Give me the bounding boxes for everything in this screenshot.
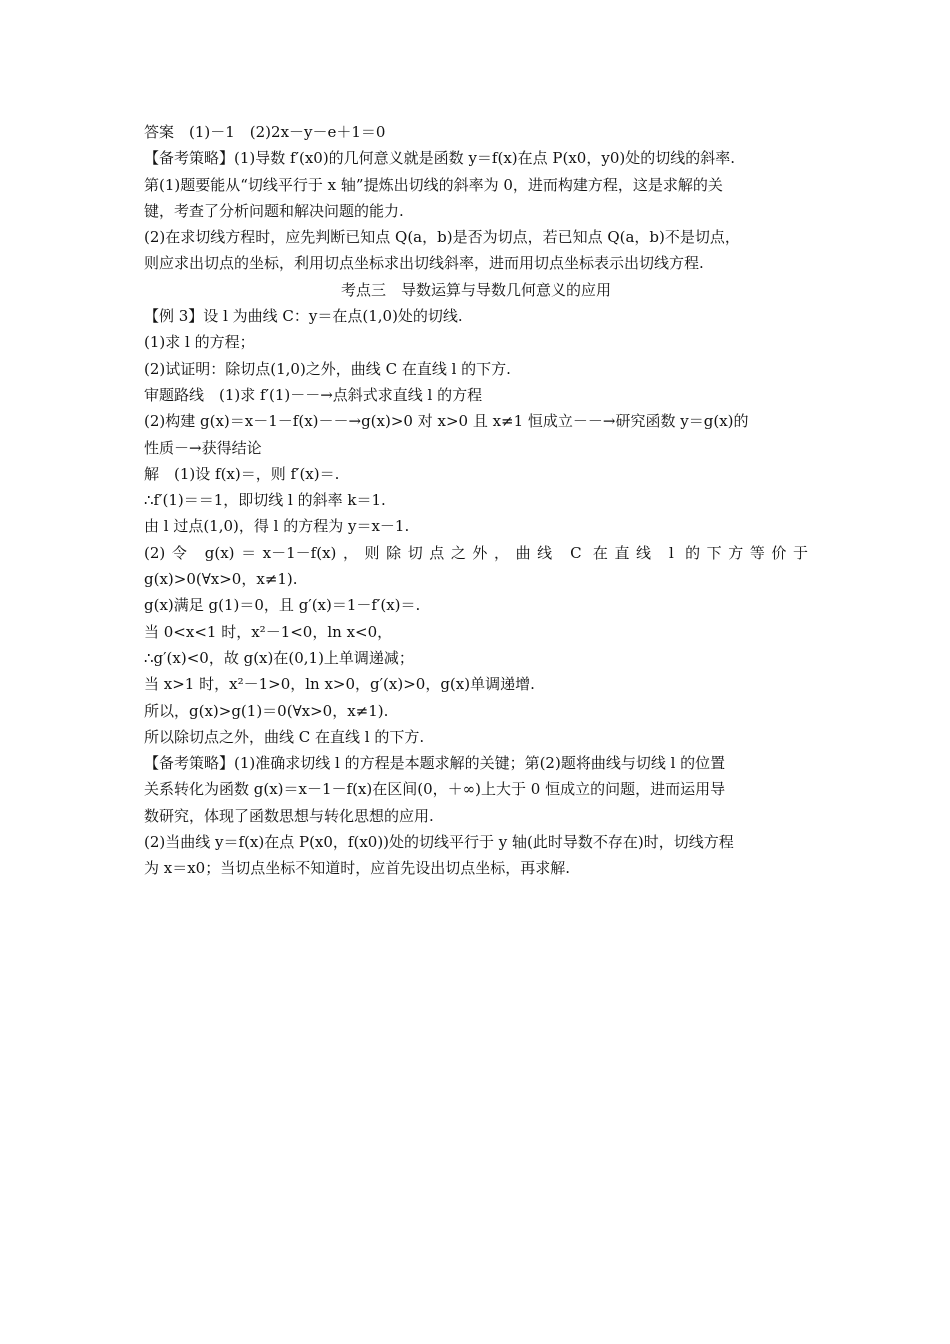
text-line: 当 0<x<1 时，x²－1<0，ln x<0，	[144, 622, 393, 641]
text-line: 答案 (1)－1 (2)2x－y－e＋1＝0	[144, 123, 386, 141]
text-line: 所以除切点之外，曲线 C 在直线 l 的下方.	[144, 727, 425, 746]
text-line: (2)令 g(x)＝x－1－f(x)，则除切点之外，曲线 C 在直线 l 的下方等价于	[144, 543, 808, 562]
text-line: 【备考策略】(1)导数 f′(x0)的几何意义就是函数 y＝f(x)在点 P(x0，y0)处的切线的斜率.	[144, 149, 735, 168]
text-line: 解 (1)设 f(x)＝，则 f′(x)＝.	[144, 464, 340, 483]
text-line: (2)在求切线方程时，应先判断已知点 Q(a，b)是否为切点，若已知点 Q(a，b)不是切点，	[144, 228, 740, 247]
text-line: ∴f′(1)＝＝1，即切线 l 的斜率 k＝1.	[144, 491, 386, 510]
document-body	[144, 119, 808, 882]
text-line: 所以，g(x)>g(1)＝0(∀x>0，x≠1).	[144, 701, 389, 720]
text-line: 关系转化为函数 g(x)＝x－1－f(x)在区间(0，＋∞)上大于 0 恒成立的问题，进而运用导	[144, 780, 726, 799]
text-line: 则应求出切点的坐标，利用切点坐标求出切线斜率，进而用切点坐标表示出切线方程.	[144, 254, 704, 273]
section-heading: 考点三 导数运算与导数几何意义的应用	[340, 280, 611, 299]
text-line: 数研究，体现了函数思想与转化思想的应用.	[144, 806, 434, 825]
document-page	[144, 119, 808, 882]
text-line: g(x)满足 g(1)＝0，且 g′(x)＝1－f′(x)＝.	[144, 596, 421, 615]
text-line: g(x)>0(∀x>0，x≠1).	[144, 570, 298, 589]
text-line: 第(1)题要能从“切线平行于 x 轴”提炼出切线的斜率为 0，进而构建方程，这是求解的关	[144, 175, 723, 194]
text-line: ∴g′(x)<0，故 g(x)在(0,1)上单调递减；	[144, 648, 414, 667]
text-line: 当 x>1 时，x²－1>0，ln x>0，g′(x)>0，g(x)单调递增.	[144, 675, 535, 694]
text-line: (2)当曲线 y＝f(x)在点 P(x0，f(x0))处的切线平行于 y 轴(此时导数不存在)时，切线方程	[144, 833, 734, 852]
text-line: 审题路线 (1)求 f′(1)－－→点斜式求直线 l 的方程	[144, 385, 483, 404]
text-line: 由 l 过点(1,0)，得 l 的方程为 y＝x－1.	[144, 517, 410, 536]
text-line: 【备考策略】(1)准确求切线 l 的方程是本题求解的关键；第(2)题将曲线与切线 l 的位置	[144, 754, 726, 773]
text-line: 键，考查了分析问题和解决问题的能力.	[144, 201, 404, 220]
text-line: 【例 3】设 l 为曲线 C：y＝在点(1,0)处的切线.	[144, 307, 463, 326]
text-line: (2)试证明：除切点(1,0)之外，曲线 C 在直线 l 的下方.	[144, 359, 511, 378]
text-line: (1)求 l 的方程；	[144, 333, 255, 352]
text-line: 性质－→获得结论	[144, 438, 262, 457]
text-line: 为 x＝x0；当切点坐标不知道时，应首先设出切点坐标，再求解.	[144, 859, 571, 878]
text-line: (2)构建 g(x)＝x－1－f(x)－－→g(x)>0 对 x>0 且 x≠1 恒成立－－→研究函数 y＝g(x)的	[144, 412, 749, 431]
